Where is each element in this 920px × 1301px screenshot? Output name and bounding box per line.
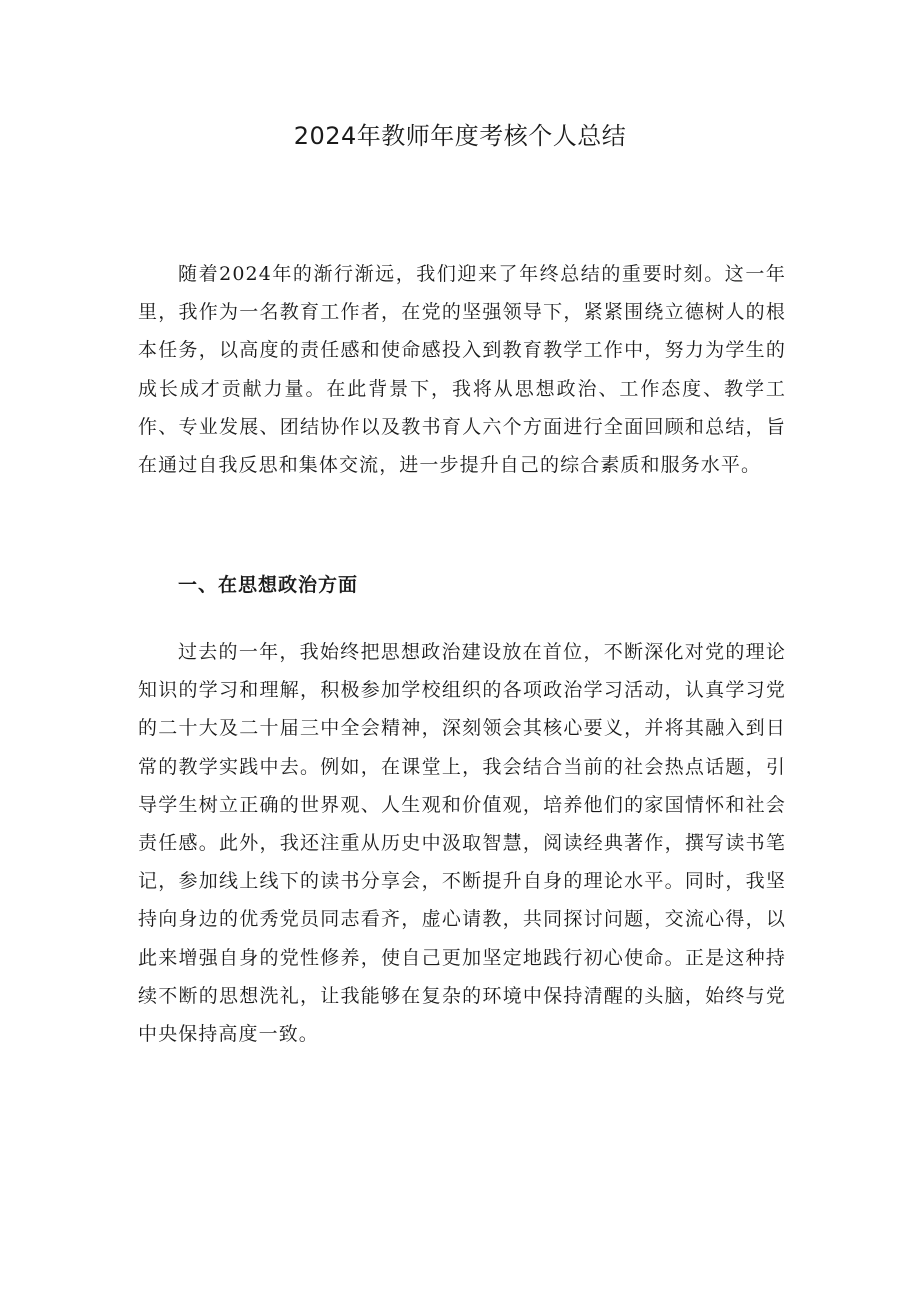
section-paragraph-political: 过去的一年，我始终把思想政治建设放在首位，不断深化对党的理论知识的学习和理解，积极参加学校组织的各项政治学习活动，认真学习党的二十大及二十届三中全会精神，深刻领会其核心要义，并将其融入到日常的教学实践中去。例如，在课堂上，我会结合当前的社会热点话题，引导学生树立正确的世界观、人生观和价值观，培养他们的家国情怀和社会责任感。此外，我还注重从历史中汲取智慧，阅读经典著作，撰写读书笔记，参加线上线下的读书分享会，不断提升自身的理论水平。同时，我坚持向身边的优秀党员同志看齐，虚心请教，共同探讨问题，交流心得，以此来增强自身的党性修养，使自己更加坚定地践行初心使命。正是这种持续不断的思想洗礼，让我能够在复杂的环境中保持清醒的头脑，始终与党中央保持高度一致。 [138, 641, 786, 1046]
section-heading-political: 一、在思想政治方面 [178, 574, 359, 596]
document-title: 2024年教师年度考核个人总结 [293, 122, 627, 150]
intro-paragraph: 随着2024年的渐行渐远，我们迎来了年终总结的重要时刻。这一年里，我作为一名教育工作者，在党的坚强领导下，紧紧围绕立德树人的根本任务，以高度的责任感和使命感投入到教育教学工作中，努力为学生的成长成才贡献力量。在此背景下，我将从思想政治、工作态度、教学工作、专业发展、团结协作以及教书育人六个方面进行全面回顾和总结，旨在通过自我反思和集体交流，进一步提升自己的综合素质和服务水平。 [138, 263, 786, 477]
